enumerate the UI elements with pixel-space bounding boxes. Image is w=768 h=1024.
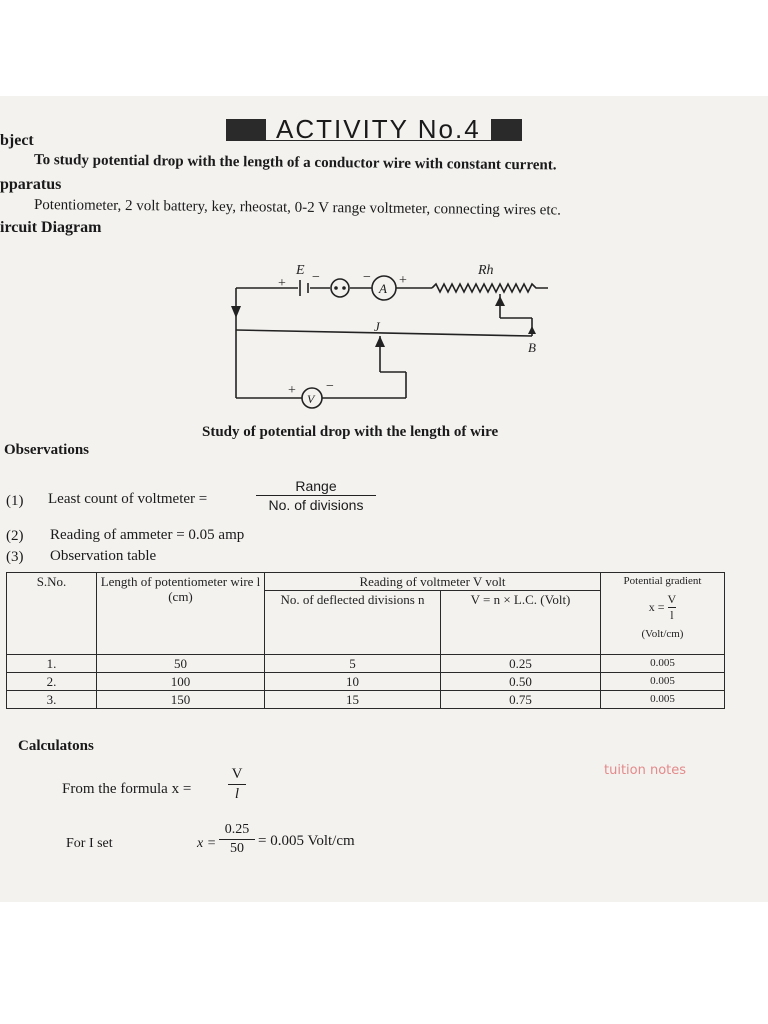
header-volt: V = n × L.C. (Volt) [441, 591, 601, 655]
label-voltmeter-minus: − [326, 379, 334, 394]
least-count-denominator: No. of divisions [268, 497, 364, 513]
rheostat [432, 284, 548, 292]
obs-item1-text: Least count of voltmeter = [48, 491, 208, 507]
arrow-jockey-up [375, 336, 385, 347]
key-circle [331, 279, 349, 297]
table-row [7, 691, 725, 709]
arrow-slider-up [495, 296, 505, 306]
label-ammeter: A [379, 281, 387, 296]
set1-bar [219, 839, 255, 840]
obs-item3-text: Observation table [50, 548, 157, 564]
apparatus-text: Potentiometer, 2 volt battery, key, rheostat, 0-2 V range voltmeter, connecting wires etc. [33, 197, 562, 219]
observations-heading: Observations [4, 442, 90, 458]
gradient-formula-fraction [668, 592, 677, 623]
least-count-numerator: Range [295, 478, 337, 494]
header-divisions: No. of deflected divisions n [265, 591, 441, 655]
label-voltmeter: V [307, 392, 315, 406]
cell-gradient: 0.005 [601, 691, 725, 709]
obs-item3-number: (3) [6, 549, 24, 565]
formula-fraction [228, 766, 246, 803]
diagram-caption: Study of potential drop with the length of wire [202, 424, 499, 440]
obs-item1-number: (1) [6, 493, 24, 509]
label-J: J [374, 319, 380, 334]
cell-divisions: 15 [265, 691, 441, 709]
object-label: bject [0, 132, 34, 149]
gradient-formula-den: l [668, 607, 677, 623]
set1-fraction [219, 822, 255, 857]
cell-divisions: 5 [265, 655, 441, 673]
least-count-bar [256, 495, 376, 496]
gradient-formula-num: V [667, 592, 677, 606]
formula-numerator: V [231, 766, 243, 782]
cell-length: 100 [97, 673, 265, 691]
label-ammeter-minus: − [363, 270, 371, 285]
label-B: B [528, 340, 536, 355]
formula-denominator: l [234, 786, 240, 802]
least-count-fraction [256, 478, 376, 513]
arrow-B-up [528, 326, 536, 334]
key-dot-right [342, 286, 346, 290]
potentiometer-wire [236, 330, 532, 336]
table-row [7, 673, 725, 691]
cell-gradient: 0.005 [601, 673, 725, 691]
watermark-stamp: tuition notes [604, 763, 687, 778]
header-gradient-title: Potential gradient [623, 575, 702, 587]
header-gradient [601, 573, 725, 655]
object-text: To study potential drop with the length of a conductor wire with constant current. [33, 152, 557, 174]
set1-label: For I set [66, 836, 113, 851]
table-row [7, 655, 725, 673]
cell-sno: 3. [7, 691, 97, 709]
cell-sno: 2. [7, 673, 97, 691]
header-gradient-unit: (Volt/cm) [641, 628, 684, 640]
label-Rh: Rh [478, 263, 494, 278]
set1-left: x = [197, 836, 217, 851]
cell-sno: 1. [7, 655, 97, 673]
header-gradient-formula [603, 592, 722, 623]
header-reading: Reading of voltmeter V volt [265, 573, 601, 591]
observation-table [6, 572, 725, 709]
label-voltmeter-plus: + [288, 383, 296, 398]
activity-title: ACTIVITY No.4 [266, 119, 491, 140]
label-E: E [296, 263, 305, 278]
formula-text: From the formula x = [62, 781, 192, 797]
circuit-diagram-label: ircuit Diagram [0, 219, 102, 236]
apparatus-label: pparatus [0, 176, 62, 193]
cell-divisions: 10 [265, 673, 441, 691]
cell-volt: 0.75 [441, 691, 601, 709]
cell-volt: 0.25 [441, 655, 601, 673]
label-ammeter-plus: + [399, 273, 407, 288]
cell-gradient: 0.005 [601, 655, 725, 673]
set1-result: = 0.005 Volt/cm [258, 833, 355, 849]
set1-numerator: 0.25 [224, 822, 250, 837]
cell-length: 50 [97, 655, 265, 673]
label-cell-minus: − [312, 270, 320, 285]
calculations-heading: Calculatons [18, 738, 94, 754]
set1-denominator: 50 [230, 841, 244, 856]
formula-bar [228, 784, 246, 785]
header-length: Length of potentiometer wire l (cm) [97, 573, 265, 655]
gradient-formula-left: x = [648, 600, 665, 614]
label-cell-plus: + [278, 276, 286, 291]
obs-item2-number: (2) [6, 528, 24, 544]
header-sno: S.No. [7, 573, 97, 655]
cell-length: 150 [97, 691, 265, 709]
obs-item2-text: Reading of ammeter = 0.05 amp [50, 527, 245, 543]
key-dot-left [334, 286, 338, 290]
cell-volt: 0.50 [441, 673, 601, 691]
arrow-current-down [231, 306, 241, 318]
